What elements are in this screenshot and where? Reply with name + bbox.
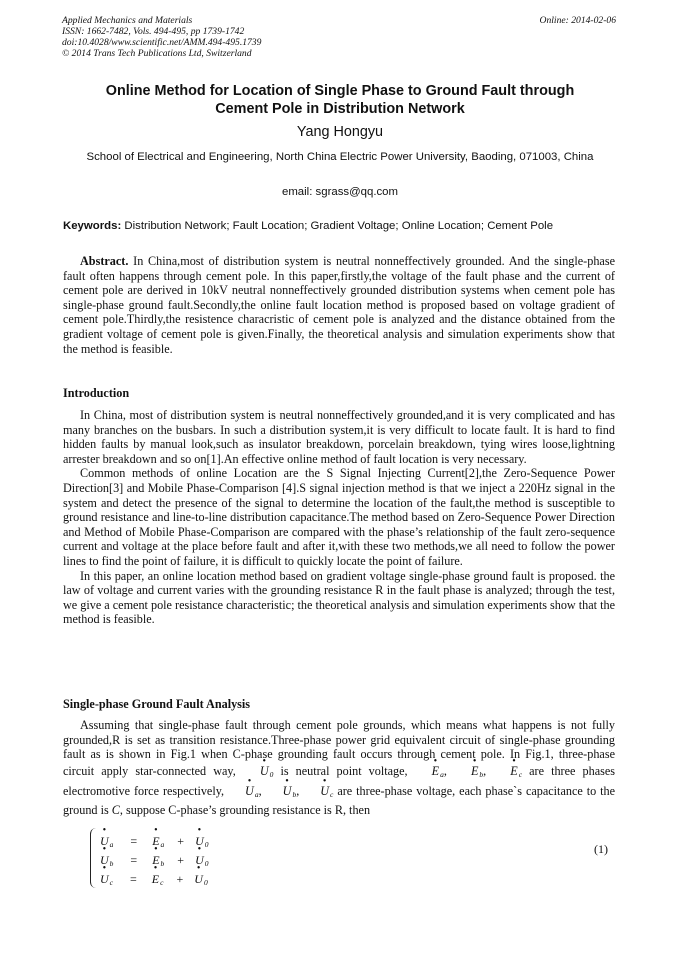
sgf-paragraph-1: Assuming that single-phase fault through cement pole grounds, which means what happens is not fully grounded,R is set as transition resistance.Three-phase power grid equivalent circuit of single-phase grounding fault as is shown in Fig.1 when C-phase grounding fault occurs through cement pole. In Fig.1, three-phase circuit apply star-connected way, • $U_0$ is neutral point voltage, • $E_a$, • $E_b$, • $E_c$ are three phases electromotive force respectively, • $U_a$, • $U_b$, • $U_c$ are three-phase voltage, each phase`s capacitance to the ground is C, suppose C-phase’s grounding resistance is R, then bbox=[63, 718, 615, 818]
keywords bbox=[63, 220, 619, 232]
symbol-Ub: • U bbox=[266, 782, 292, 799]
abstract-label: Abstract. bbox=[80, 254, 129, 268]
section-heading-single-phase: Single-phase Ground Fault Analysis bbox=[63, 697, 251, 711]
author: Yang Hongyu bbox=[296, 124, 384, 140]
symbol-Ua: • U bbox=[228, 782, 254, 799]
keywords-text: Distribution Network; Fault Location; Gradient Voltage; Online Location; Cement Pole bbox=[124, 220, 554, 232]
symbol-C: C bbox=[111, 802, 120, 817]
title-line-1: Online Method for Location of Single Phase to Ground Fault through bbox=[105, 83, 575, 99]
online-date: Online: 2014-02-06 bbox=[539, 15, 616, 26]
intro-paragraph-3: In this paper, an online location method based on gradient voltage single-phase ground fault is proposed. the law of voltage and current varies with the grounding resistance R in the fault phase is analyzed; through the test, we give a cement pole resistance characteristic; the theoretical analysis and simulation experiments show that the method is feasible. bbox=[63, 568, 615, 627]
keywords-label: Keywords: bbox=[63, 220, 122, 232]
issn-line: ISSN: 1662-7482, Vols. 494-495, pp 1739-1742 bbox=[62, 26, 245, 37]
equation-row-b: • $U_b$ = • $E_b$ + • $U_0$ bbox=[100, 851, 209, 869]
abstract-text: In China,most of distribution system is neutral nonneffectively grounded. And the single-phase fault often happens through cement pole. In this paper,firstly,the voltage of the fault phase and the current of cement pole are derived in 10kV neutral nonneffectively grounded distribution systems when cement pole has single-phase ground fault.Secondly,the online fault location method is proposed based on voltage gradient of cement pole.Thirdly,the resistence characristic of cement pole is analyzed and the distance obtained from the gradient voltage of cement pole is given.Finally, the theoretical analysis and simulation experiments show that the method is feasible. bbox=[63, 254, 615, 356]
symbol-U0: • U bbox=[243, 762, 269, 779]
symbol-Uc: • U bbox=[303, 782, 329, 799]
section-heading-introduction: Introduction bbox=[63, 386, 130, 400]
doi-line: doi:10.4028/www.scientific.net/AMM.494-495.1739 bbox=[62, 37, 262, 48]
symbol-Ec: • E bbox=[493, 762, 517, 779]
copyright-line: © 2014 Trans Tech Publications Ltd, Switzerland bbox=[62, 48, 252, 59]
equation-row-c: • $U_c$ = • $E_c$ + • $U_0$ bbox=[100, 870, 208, 888]
single-phase-body bbox=[63, 718, 615, 818]
journal-name: Applied Mechanics and Materials bbox=[62, 15, 193, 26]
journal-header bbox=[62, 15, 618, 59]
equation-number: (1) bbox=[594, 842, 608, 856]
equation-row-a: • $U_a$ = • $E_a$ + • $U_0$ bbox=[100, 832, 209, 850]
abstract bbox=[63, 254, 615, 356]
equation-brace bbox=[90, 828, 97, 888]
introduction-body bbox=[63, 408, 615, 627]
affiliation: School of Electrical and Engineering, North China Electric Power University, Baoding, 071003, China bbox=[86, 151, 594, 163]
intro-paragraph-2: Common methods of online Location are the S Signal Injecting Current[2],the Zero-Sequence Power Direction[3] and Mobile Phase-Comparison [4].S signal injection method is that we inject a 220Hz signal in the system and detect the presence of the signal to determine the location of the fault,the method is susceptible to ground resistance and line-to-line distribution capacitance.The method based on Zero-Sequence Power Direction and Method of Mobile Phase-Comparison are compared with the phase’s relationship of the fault zero-sequence current and voltage at the place before fault and after it,with these two methods,we all need to follow the power lines to find the point of failure, it is difficult to quickly locate the point of failure. bbox=[63, 466, 615, 568]
equation-1 bbox=[90, 830, 620, 892]
title-line-2: Cement Pole in Distribution Network bbox=[215, 101, 465, 117]
symbol-Ea: • E bbox=[415, 762, 439, 779]
paper-title bbox=[62, 82, 618, 118]
symbol-Eb: • E bbox=[454, 762, 478, 779]
email: email: sgrass@qq.com bbox=[281, 186, 398, 198]
intro-paragraph-1: In China, most of distribution system is neutral nonneffectively grounded,and it is very complicated and has many branches on the busbars. In such a distribution system,it is very difficult to locate fault. It is hard to find hidden faults by manual look,such as insulator breakdown, porcelain breakdown, tying wires loose,lightning arrester breakdown and so on[1].An effective online method of fault location is very necessary. bbox=[63, 408, 615, 466]
